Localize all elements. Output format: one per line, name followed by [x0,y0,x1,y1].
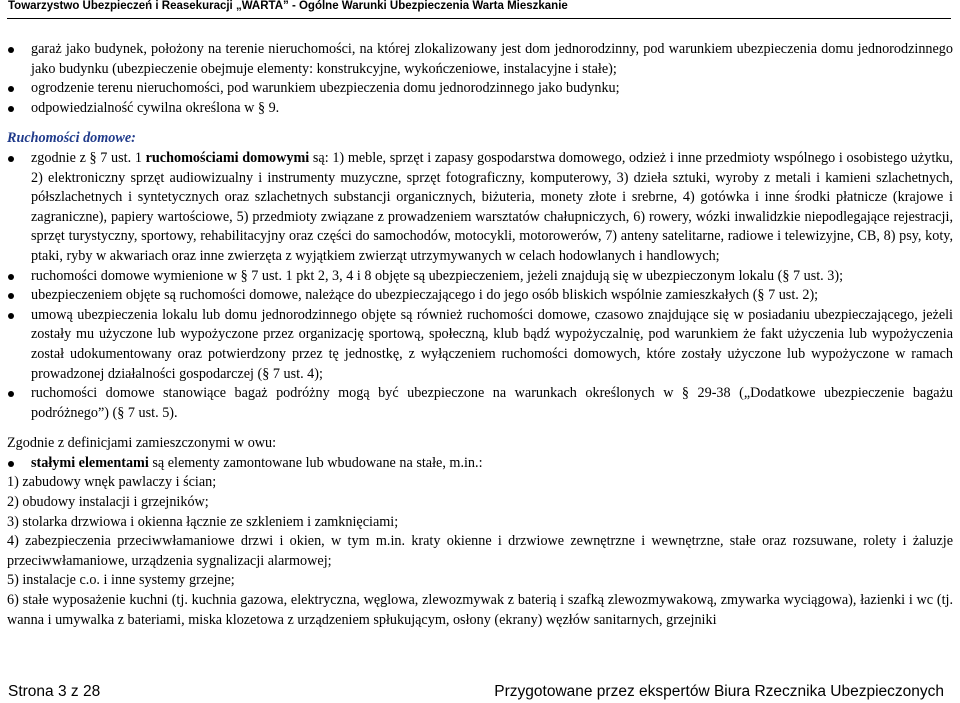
document-body [7,40,953,630]
definition-item: 1) zabudowy wnęk pawlaczy i ścian; [7,474,217,491]
definitions-intro: Zgodnie z definicjami zamieszczonymi w owu: [7,435,277,452]
bullet-icon [8,293,14,299]
term-bold: ruchomościami domowymi [145,149,310,166]
bullet-icon [8,106,14,112]
definition-item: 3) stolarka drzwiowa i okienna łącznie ze szkleniem i zamknięciami; [7,513,399,530]
bullet-icon [8,47,14,53]
bullet-icon [8,86,14,92]
bullet-icon [8,313,14,319]
list-item: ruchomości domowe stanowiące bagaż podróżny mogą być ubezpieczone na warunkach określonych w § 29-38 („Dodatkowe ubezpieczenie bagażu podróżnego”) (§ 7 ust. 5). [7,384,953,423]
list-item: ubezpieczeniem objęte są ruchomości domowe, należące do ubezpieczającego i do jego osób bliskich wspólnie zamieszkałych (§ 7 ust. 2); [7,286,953,306]
list-item: zgodnie z § 7 ust. 1 ruchomościami domowymi są: 1) meble, sprzęt i zapasy gospodarstwa domowego, odzież i inne przedmioty wspólnego i osobistego użytku, 2) elektroniczny sprzęt audiowizualny i instrumenty muzyczne, sprzęt fotograficzny, komputerowy, 3) dzieła sztuki, wyroby z metali i kamieni szlachetnych, półszlachetnych i syntetycznych oraz szlachetnych substancji organicznych, biżuteria, monety złote i srebrne, 4) gotówka i inne środki płatnicze (krajowe i zagraniczne), papiery wartościowe, 5) przedmioty związane z prowadzeniem warsztatów chałupniczych, 6) rowery, wózki inwalidzkie niepodlegające rejestracji, sprzęt turystyczny, sportowy, rehabilitacyjny oraz części do samochodów, motocykli, motorowerów, 7) anteny satelitarne, radiowe i telewizyjne, CB, 8) psy, koty, ptaki, ryby w akwariach oraz inne zwierzęta z wyjątkiem zwierząt utrzymywanych w celach hodowlanych i handlowych; [7,149,953,267]
bullet-icon [8,156,14,162]
list-item: garaż jako budynek, położony na terenie nieruchomości, na której zlokalizowany jest dom jednorodzinny, pod warunkiem ubezpieczenia domu jednorodzinnego jako budynku (ubezpieczenie obejmuje elementy: konstrukcyjne, wykończeniowe, instalacyjne i stałe); [7,40,953,79]
term-bold: stałymi elementami [31,454,149,471]
list-item: ruchomości domowe wymienione w § 7 ust. 1 pkt 2, 3, 4 i 8 objęte są ubezpieczeniem, jeżeli znajdują się w ubezpieczonym lokalu (§ 7 ust. 3); [7,267,953,287]
bullet-icon [8,274,14,280]
movables-list [7,149,953,423]
document-header: Towarzystwo Ubezpieczeń i Reasekuracji „WARTA” - Ogólne Warunki Ubezpieczenia Warta Mieszkanie [8,0,568,12]
definitions-list [7,454,953,474]
list-item: ogrodzenie terenu nieruchomości, pod warunkiem ubezpieczenia domu jednorodzinnego jako budynku; [7,79,953,99]
list-item: odpowiedzialność cywilna określona w § 9. [7,99,953,119]
building-coverage-list [7,40,953,118]
header-rule [7,18,951,19]
section-heading-movables: Ruchomości domowe: [7,130,136,147]
definition-item: 5) instalacje c.o. i inne systemy grzejne; [7,572,235,589]
definition-item: 4) zabezpieczenia przeciwwłamaniowe drzwi i okien, w tym m.in. kraty okienne i drzwiowe zewnętrzne i wewnętrzne, stałe oraz rozsuwane, rolety i żaluzje przeciwwłamaniowe, urządzenia sygnalizacji alarmowej; [7,533,953,569]
list-item: stałymi elementami są elementy zamontowane lub wbudowane na stałe, m.in.: [7,454,953,474]
bullet-icon [8,391,14,397]
bullet-icon [8,461,14,467]
definition-item: 2) obudowy instalacji i grzejników; [7,494,209,511]
page-number: Strona 3 z 28 [8,683,101,700]
definition-item: 6) stałe wyposażenie kuchni (tj. kuchnia gazowa, elektryczna, węglowa, zlewozmywak z baterią i szafką zlewozmywakową, zmywarka wyciągowa), łazienki i wc (tj. wanna i umywalka z bateriami, miska klozetowa z urządzeniem spłukującym, osłony (ekrany) węzłów sanitarnych, grzejniki [7,592,953,628]
list-item: umową ubezpieczenia lokalu lub domu jednorodzinnego objęte są również ruchomości domowe, czasowo znajdujące się w posiadaniu ubezpieczającego, jeżeli zostały mu użyczone lub wypożyczone przez organizację sportową, społeczną, klub bądź wypożyczalnię, pod warunkiem że fakt użyczenia lub wypożyczenia został udokumentowany oraz potwierdzony przez tę jednostkę, z wyłączeniem ruchomości domowych, które zostały użyczone lub wypożyczone w ramach prowadzonej działalności gospodarczej (§ 7 ust. 4); [7,306,953,384]
footer-credit: Przygotowane przez ekspertów Biura Rzecznika Ubezpieczonych [494,683,944,700]
